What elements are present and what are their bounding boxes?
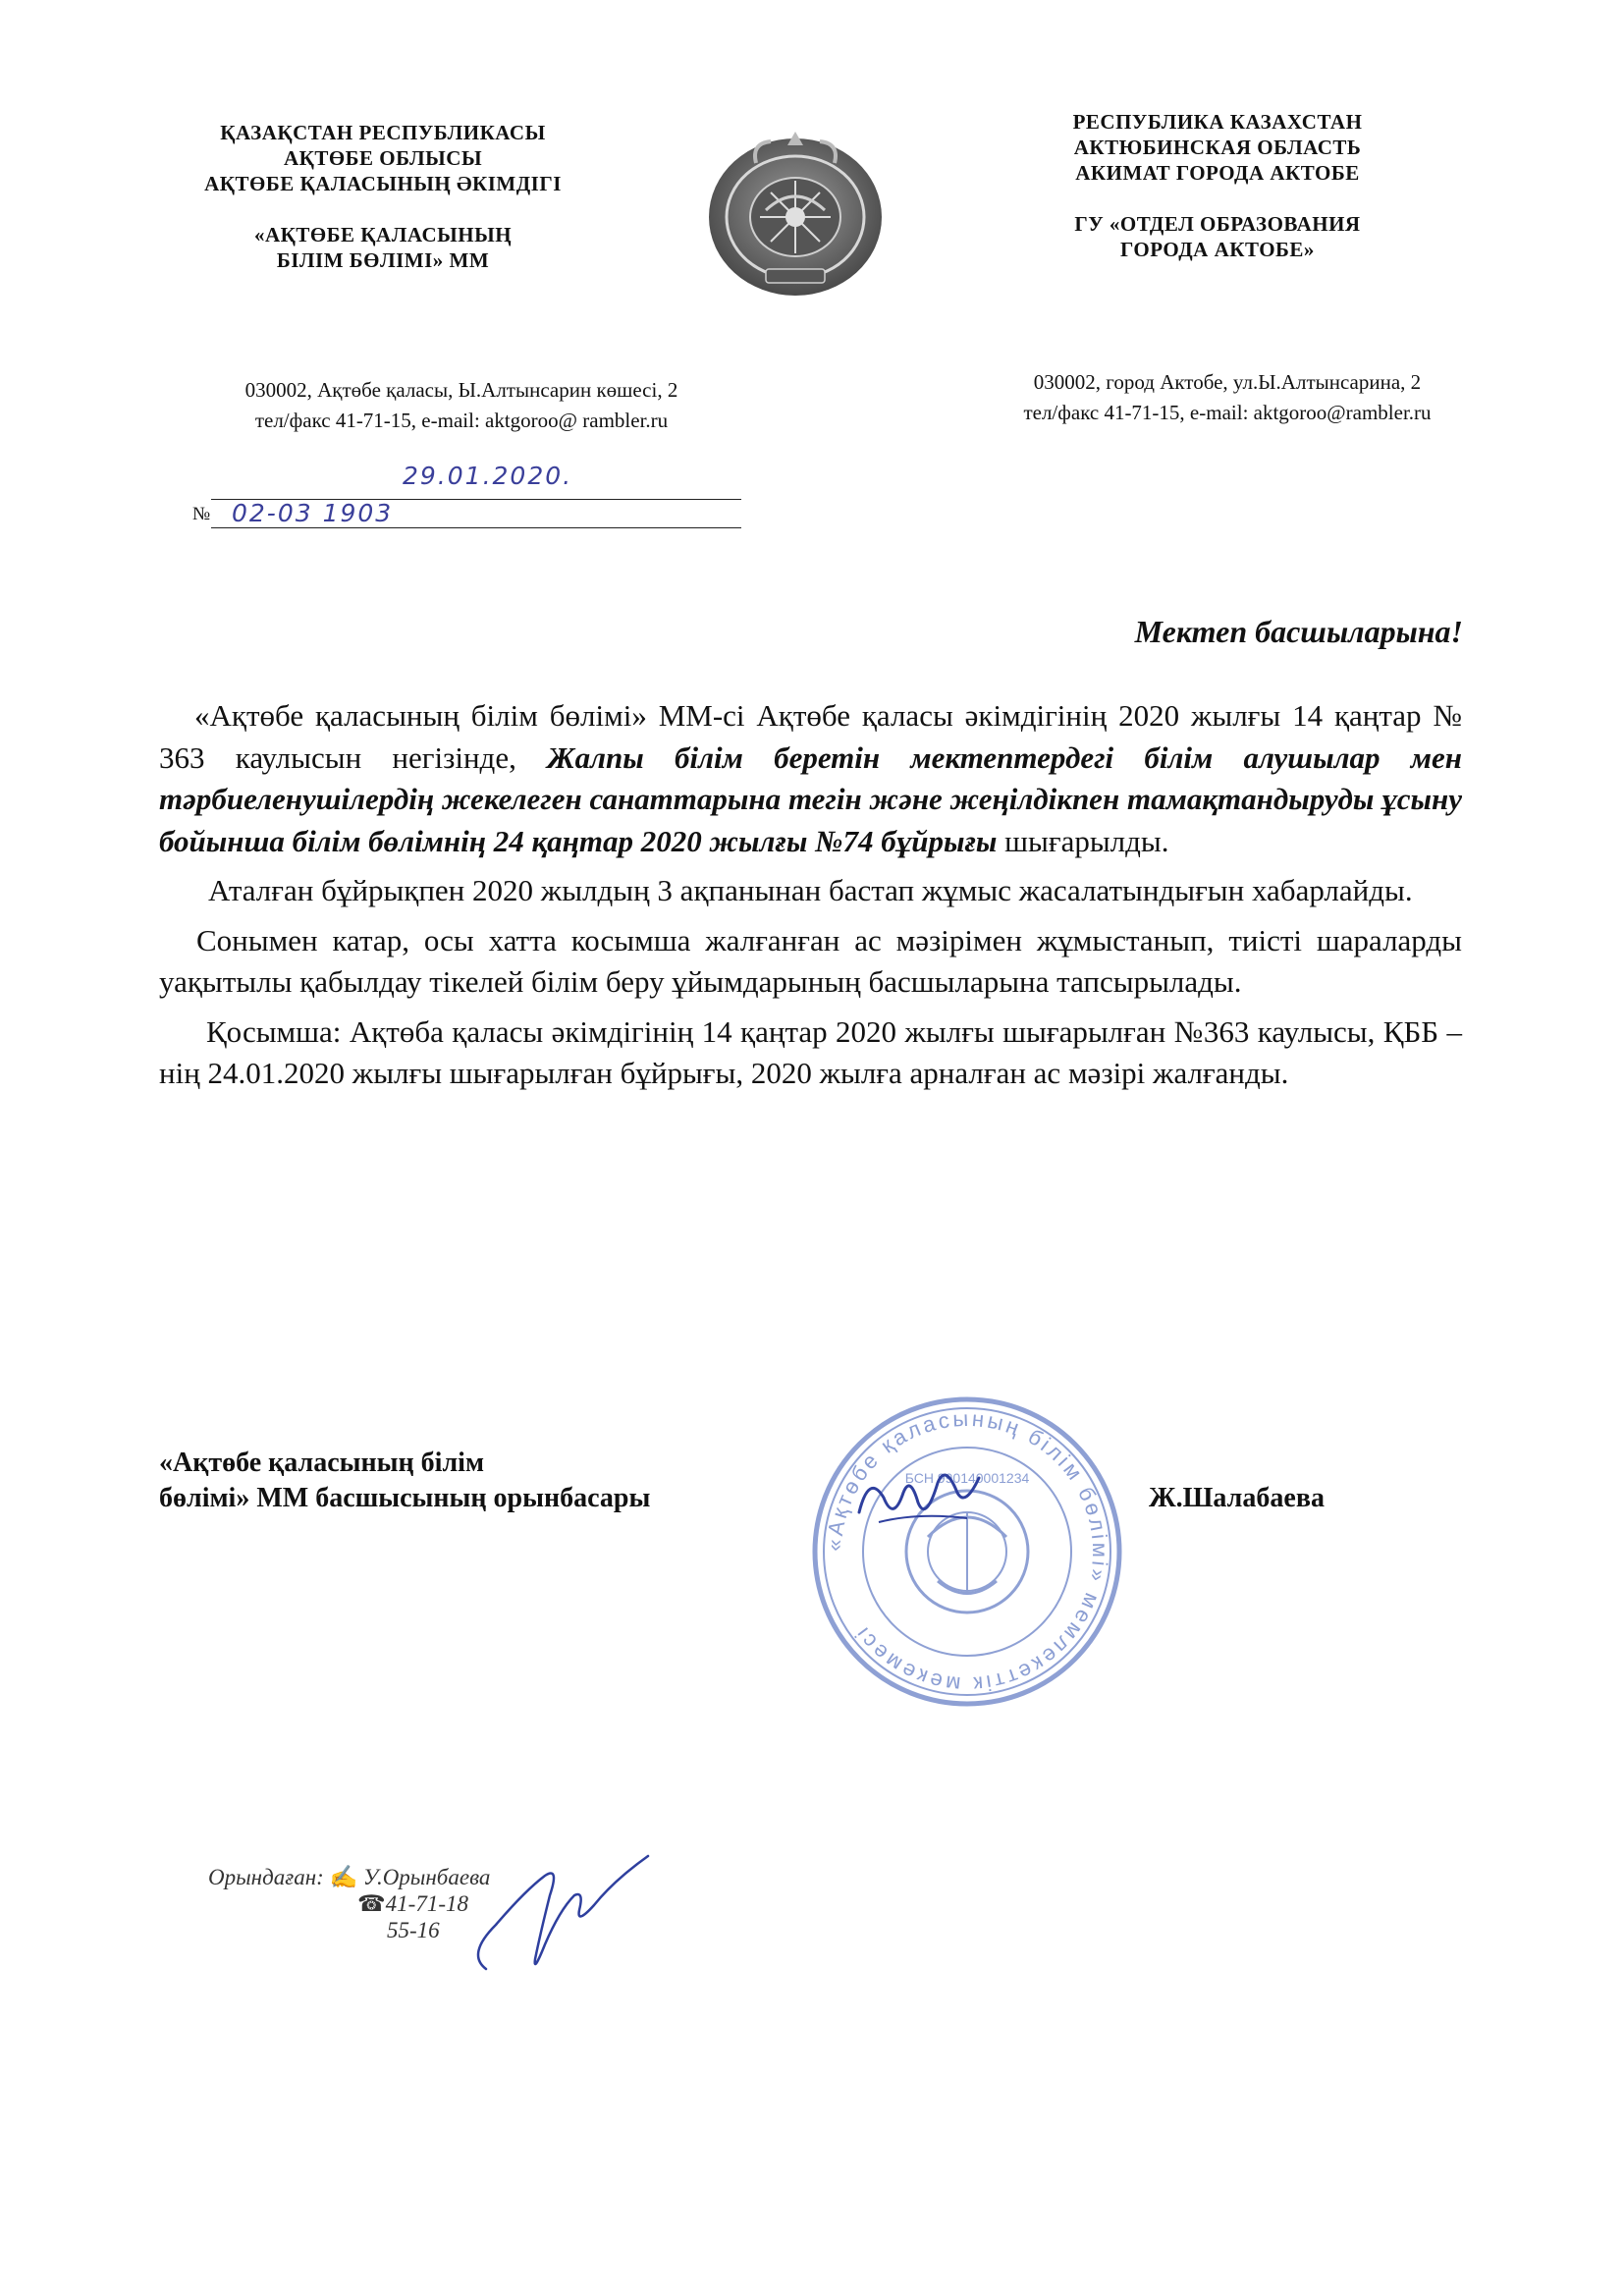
stamp-outer-text: «Ақтөбе қаласының білім бөлімі» мемлекеттік мекемесі xyxy=(821,1405,1113,1698)
address-ru-street: 030002, город Актобе, ул.Ы.Алтынсарина, 2 xyxy=(1033,370,1422,394)
executor-block xyxy=(208,1864,490,1943)
header-ru-line1: РЕСПУБЛИКА КАЗАХСТАН xyxy=(1072,110,1363,134)
executor-phone2: 55-16 xyxy=(387,1918,440,1942)
letter-body xyxy=(159,695,1462,1095)
header-ru-line3: АКИМАТ ГОРОДА АКТОБЕ xyxy=(1075,161,1360,185)
header-kz xyxy=(147,120,619,273)
address-ru xyxy=(913,367,1542,428)
header-kz-line1: ҚАЗАҚСТАН РЕСПУБЛИКАСЫ xyxy=(220,121,546,144)
registration-date: 29.01.2020. xyxy=(403,462,573,490)
header-ru-line4: ГУ «ОТДЕЛ ОБРАЗОВАНИЯ xyxy=(1074,212,1361,236)
header-ru xyxy=(982,109,1453,262)
paragraph-1-end: шығарылды. xyxy=(997,823,1169,858)
signature-block xyxy=(159,1446,650,1516)
paragraph-3: Сонымен катар, осы хатта косымша жалғанған ас мәзірімен жұмыстанып, тиісті шараларды уақытылы қабылдау тікелей білім беру ұйымдарының басшыларына тапсырылады. xyxy=(159,922,1462,999)
signature-name: Ж.Шалабаева xyxy=(1149,1483,1325,1513)
header-kz-line4: «АҚТӨБЕ ҚАЛАСЫНЫҢ xyxy=(253,223,513,246)
registration-number-label: № xyxy=(192,504,211,524)
address-kz-street: 030002, Ақтөбе қаласы, Ы.Алтынсарин көшесі, 2 xyxy=(244,378,678,402)
executor-line xyxy=(208,1864,490,1890)
phone-icon: ☎ xyxy=(357,1891,386,1916)
official-stamp-icon xyxy=(805,1390,1129,1714)
executor-label: Орындаған: xyxy=(208,1865,330,1889)
state-emblem-icon xyxy=(697,124,893,301)
header-kz-line3: АҚТӨБЕ ҚАЛАСЫНЫҢ ӘКІМДІГІ xyxy=(204,172,562,195)
header-ru-line5: ГОРОДА АКТОБЕ» xyxy=(1120,238,1315,261)
executor-phone1: 41-71-18 xyxy=(385,1891,468,1916)
address-kz xyxy=(147,375,776,436)
signature-title-line1: «Ақтөбе қаласының білім xyxy=(159,1448,485,1478)
addressee: Мектеп басшыларына! xyxy=(1134,614,1463,649)
stamp-inner-text: БСН 990140001234 xyxy=(904,1470,1030,1486)
signature-title-line2: бөлімі» ММ басшысының орынбасары xyxy=(159,1483,651,1513)
registration-number-line xyxy=(211,527,741,528)
executor-phone1-line xyxy=(208,1890,490,1917)
executor-signature-icon xyxy=(466,1836,653,1984)
address-kz-contacts: тел/факс 41-71-15, e-mail: aktgoroo@ rambler.ru xyxy=(254,409,669,432)
header-ru-line2: АКТЮБИНСКАЯ ОБЛАСТЬ xyxy=(1073,136,1362,159)
checkmark-icon: ✍ xyxy=(329,1865,358,1889)
header-kz-line5: БІЛІМ БӨЛІМІ» ММ xyxy=(276,248,490,272)
paragraph-1-intro: «Ақтөбе қаласының білім бөлімі» ММ-сі Ақтөбе қаласы әкімдігінің 2020 жылғы 14 қаңтар № 363 каулысын негізінде, xyxy=(159,698,1462,775)
paragraph-4: Қосымша: Ақтөба қаласы әкімдігінің 14 қаңтар 2020 жылғы шығарылған №363 каулысы, ҚББ –нің 24.01.2020 жылғы шығарылған бұйрығы, 2020 жылға арналған ас мәзірі жалғанды. xyxy=(159,1013,1462,1090)
address-ru-contacts: тел/факс 41-71-15, e-mail: aktgoroo@rambler.ru xyxy=(1023,401,1432,424)
header-kz-line2: АҚТӨБЕ ОБЛЫСЫ xyxy=(283,146,483,170)
registration-number: 02-03 1903 xyxy=(232,499,394,527)
executor-name: У.Орынбаева xyxy=(362,1865,491,1889)
paragraph-1 xyxy=(159,695,1462,862)
paragraph-1-emphasis: Жалпы білім беретін мектептердегі білім алушылар мен тәрбиеленушілердің жекелеген санаттарына тегін және жеңілдікпен тамақтандыруды ұсыну бойынша білім бөлімнің 24 қаңтар 2020 жылғы №74 бұйрығы xyxy=(159,739,1462,858)
signature-icon xyxy=(849,1453,987,1542)
paragraph-2: Аталған бұйрықпен 2020 жылдың 3 ақпанынан бастап жұмыс жасалатындығын хабарлайды. xyxy=(208,873,1413,907)
